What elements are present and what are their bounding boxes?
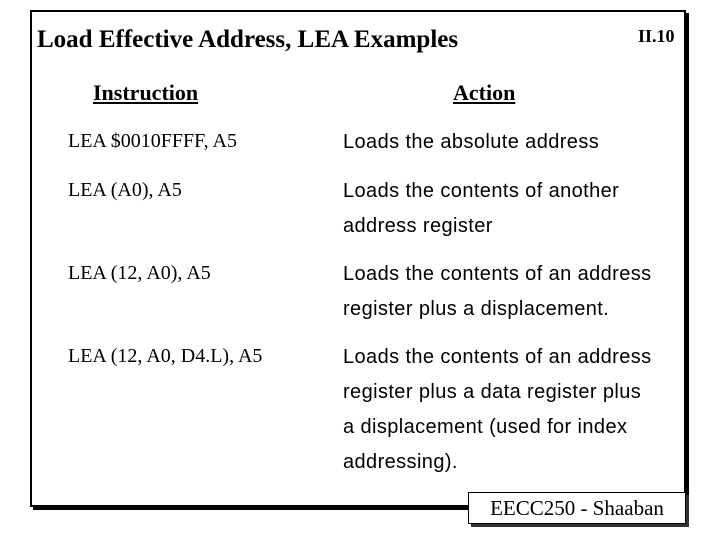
footer-label: EECC250 - Shaaban xyxy=(468,492,686,524)
slide-title: Load Effective Address, LEA Examples xyxy=(37,26,459,53)
action-line: Loads the contents of an address xyxy=(343,263,652,285)
instruction-column-header: Instruction xyxy=(93,80,199,105)
action-line: a displacement (used for index xyxy=(343,416,628,438)
instruction-row-4: LEA (12, A0, D4.L), A5 xyxy=(68,345,263,367)
action-row-4 xyxy=(343,340,652,480)
action-line: addressing). xyxy=(343,451,458,473)
slide-number: II.10 xyxy=(638,26,675,46)
action-row-3 xyxy=(343,257,652,327)
instruction-row-3: LEA (12, A0), A5 xyxy=(68,262,211,284)
action-line: address register xyxy=(343,215,493,237)
action-line: Loads the absolute address xyxy=(343,131,600,153)
instruction-row-1: LEA $0010FFFF, A5 xyxy=(68,130,238,152)
action-column-header: Action xyxy=(453,80,516,105)
action-line: Loads the contents of an address xyxy=(343,346,652,368)
action-line: Loads the contents of another xyxy=(343,180,620,202)
action-row-1 xyxy=(343,125,599,160)
instruction-row-2: LEA (A0), A5 xyxy=(68,179,182,201)
action-line: register plus a data register plus xyxy=(343,381,642,403)
action-line: register plus a displacement. xyxy=(343,298,610,320)
action-row-2 xyxy=(343,174,619,244)
